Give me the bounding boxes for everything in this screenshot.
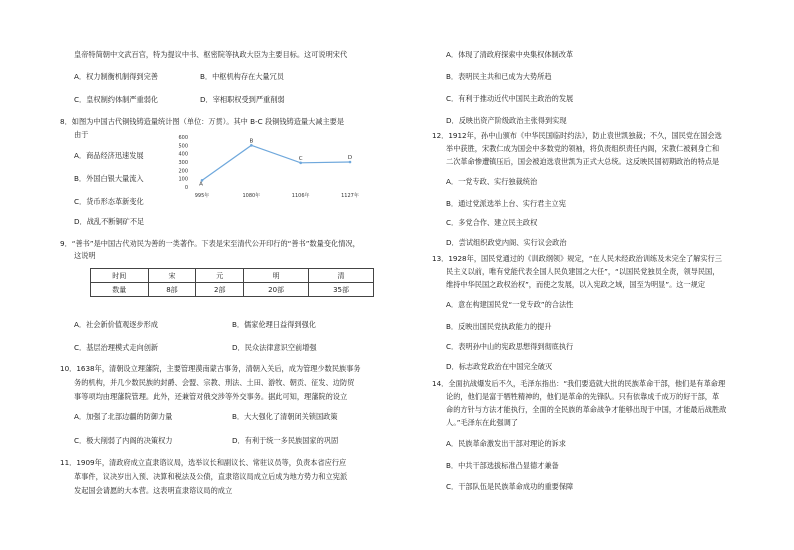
q12-option-a[interactable]: A．一党专政、实行独裁统治 <box>446 177 538 186</box>
q13-option-d[interactable]: D．标志政党政治在中国完全破灭 <box>446 362 553 371</box>
q13-text: 13．1928年，国民党通过的《训政纲领》规定，“在人民未经政治训练及未完全了解实行三 <box>432 254 722 263</box>
table-header: 时间 <box>91 269 149 283</box>
x-tick-label: 1080年 <box>242 193 261 199</box>
table-cell: 数量 <box>91 283 149 297</box>
q11-text-3: 发起国会请愿的大本营。这表明直隶谘议局的成立 <box>74 486 233 495</box>
q7-option-b[interactable]: B．中枢机构存在大量冗员 <box>200 72 284 81</box>
table-cell: 2部 <box>196 283 244 297</box>
q13-text-3: 维持中华民国之政权治权”，而使之发展，以入宪政之域，国至为明显”。这一规定 <box>446 280 706 289</box>
series-line <box>202 145 353 180</box>
q13-text-2: 民主义以前，唯有党能代表全国人民负建国之大任”，“以国民党独员全责，领导民国， <box>446 267 720 276</box>
q7-option-d[interactable]: D．宰相职权受到严重削弱 <box>200 95 285 104</box>
y-tick-label: 100 <box>178 176 188 183</box>
q7-text: 皇帝特简朝中文武百官，特为提议中书、枢密院等执政大臣为主要目标。这可说明宋代 <box>74 50 348 59</box>
q14-text-2: 论的，他们是富于牺牲精神的，他们是革命的先锋队。只有依靠成千成万的好干部，革 <box>446 392 720 401</box>
y-tick-label: 400 <box>178 151 188 158</box>
q14-text-3: 命的方针与方法才能执行，全面的全民族的革命战争才能够出现于中国，才能最后战胜敌 <box>446 405 727 414</box>
q14-text: 14．全面抗战爆发后不久，毛泽东指出：“我们要造就大批的民族革命干部，他们是有革命理 <box>432 379 726 388</box>
q9-option-b[interactable]: B．儒家伦理日益得到强化 <box>232 320 316 329</box>
point-label: B <box>249 138 254 145</box>
q14-text-4: 人。”毛泽东在此强调了 <box>446 418 518 427</box>
y-tick-label: 300 <box>178 160 188 166</box>
q8-option-d[interactable]: D．战乱不断铜矿不足 <box>74 217 145 226</box>
data-point <box>250 144 253 147</box>
x-tick-label: 1127年 <box>341 193 359 199</box>
coin-casting-chart <box>170 133 370 203</box>
q11-text-2: 革事件，议决岁出入预、决算和税法及公债，直隶谘议局成立后成为地方势力和立宪派 <box>74 472 348 481</box>
q11-option-a[interactable]: A．体现了清政府探索中央集权体制改革 <box>446 50 574 59</box>
q9-text: 9．“善书”是中国古代劝民为善的一类著作。下表是宋至清代公开印行的“善书”数量变化情况， <box>60 239 360 248</box>
q10-text-2: 务的机构，并几少数民族的封爵、会盟、宗教、刑法、土田、游牧、朝贡、征发、边防贸 <box>74 378 355 387</box>
q8-option-b[interactable]: B．外国白银大量流入 <box>74 174 144 183</box>
q14-option-c[interactable]: C．干部队伍是民族革命成功的重要保障 <box>446 482 574 491</box>
data-point <box>349 161 352 164</box>
y-tick-label: 500 <box>178 143 188 150</box>
q12-option-b[interactable]: B．通过党派选举上台、实行君主立宪 <box>446 199 566 208</box>
q12-option-c[interactable]: C．多党合作、建立民主政权 <box>446 218 538 227</box>
q7-option-c[interactable]: C．皇权制约体制严重弱化 <box>74 95 159 104</box>
table-row <box>91 283 374 297</box>
q12-option-d[interactable]: D．尝试组织政党内阁、实行议会政治 <box>446 238 567 247</box>
table-header: 明 <box>244 269 309 283</box>
y-tick-label: 200 <box>178 168 188 175</box>
table-cell: 20部 <box>244 283 309 297</box>
q8-option-c[interactable]: C．货币形态革新变化 <box>74 197 144 206</box>
q9-option-d[interactable]: D．民众法律意识空前增强 <box>232 343 317 352</box>
table-header: 清 <box>309 269 374 283</box>
q14-option-a[interactable]: A．民族革命激发出干部对理论的诉求 <box>446 439 566 448</box>
q11-text: 11．1909年，清政府成立直隶谘议局，选举议长和副议长、常驻议员等，负责本省应行应 <box>60 458 347 467</box>
q13-option-b[interactable]: B．反映出国民党执政能力的提升 <box>446 322 552 331</box>
data-point <box>299 162 302 165</box>
shanshu-table <box>90 268 374 297</box>
q11-option-c[interactable]: C．有利于推动近代中国民主政治的发展 <box>446 94 574 103</box>
q10-option-b[interactable]: B．大大强化了清朝闭关锁国政策 <box>232 412 338 421</box>
q9-text-2: 这说明 <box>74 251 96 260</box>
q13-option-a[interactable]: A．意在构建国民党“一党专政”的合法性 <box>446 300 574 309</box>
q10-option-d[interactable]: D．有利于统一多民族国家的巩固 <box>232 436 339 445</box>
q10-option-c[interactable]: C．极大削弱了内阁的决策权力 <box>74 436 173 445</box>
q14-option-b[interactable]: B．中共干部选拔标准凸显德才兼备 <box>446 461 559 470</box>
q10-option-a[interactable]: A．加强了北部边疆的防御力量 <box>74 412 173 421</box>
q11-option-b[interactable]: B．表明民主共和已成为大势所趋 <box>446 72 552 81</box>
q11-option-d[interactable]: D．反映出资产阶级政治主张得到实现 <box>446 116 567 125</box>
x-tick-label: 995年 <box>194 193 210 199</box>
y-tick-label: 0 <box>184 185 188 191</box>
point-label: A <box>199 181 203 188</box>
q8-text: 8．如图为中国古代铜钱铸造量统计图（单位：万贯）。其中 B-C 段铜钱铸造量大减主要是 <box>60 117 345 126</box>
q13-option-c[interactable]: C．表明孙中山的宪政思想得到彻底执行 <box>446 342 574 351</box>
table-cell: 8部 <box>148 283 196 297</box>
table-header-row <box>91 269 374 283</box>
q12-text-2: 举中获胜，宋教仁成为国会中多数党的领袖，将负责组织责任内阁，宋教仁被刺身亡和 <box>446 144 720 153</box>
x-tick-label: 1106年 <box>291 193 310 199</box>
q10-text-3: 事等项均由理藩院管理。此外，还兼管对俄交涉等外交事务。据此可知，理藩院的设立 <box>74 392 348 401</box>
q10-text: 10．1638年，清朝设立理藩院，主要管理漠南蒙古事务，清朝入关后，成为管理少数民族事务 <box>60 364 361 373</box>
q8-text-2: 由于 <box>74 130 89 139</box>
point-label: D <box>347 155 353 161</box>
q12-text-3: 二次革命惨遭镇压后，国会被迫选袁世凯为正式大总统。这反映民国初期政治的特点是 <box>446 157 720 166</box>
q9-option-c[interactable]: C．基层治理模式走向创新 <box>74 343 159 352</box>
y-tick-label: 600 <box>178 135 188 141</box>
table-cell: 35部 <box>309 283 374 297</box>
point-label: C <box>298 155 303 162</box>
q7-option-a[interactable]: A．权力制衡机制得到完善 <box>74 72 158 81</box>
table-header: 宋 <box>148 269 196 283</box>
q9-option-a[interactable]: A．社会新价值观逐步形成 <box>74 320 158 329</box>
table-header: 元 <box>196 269 244 283</box>
q12-text: 12．1912年，孙中山颁布《中华民国临时约法》，防止袁世凯独裁；不久，国民党在国会选 <box>432 131 722 140</box>
q8-option-a[interactable]: A．商品经济迅速发展 <box>74 151 144 160</box>
